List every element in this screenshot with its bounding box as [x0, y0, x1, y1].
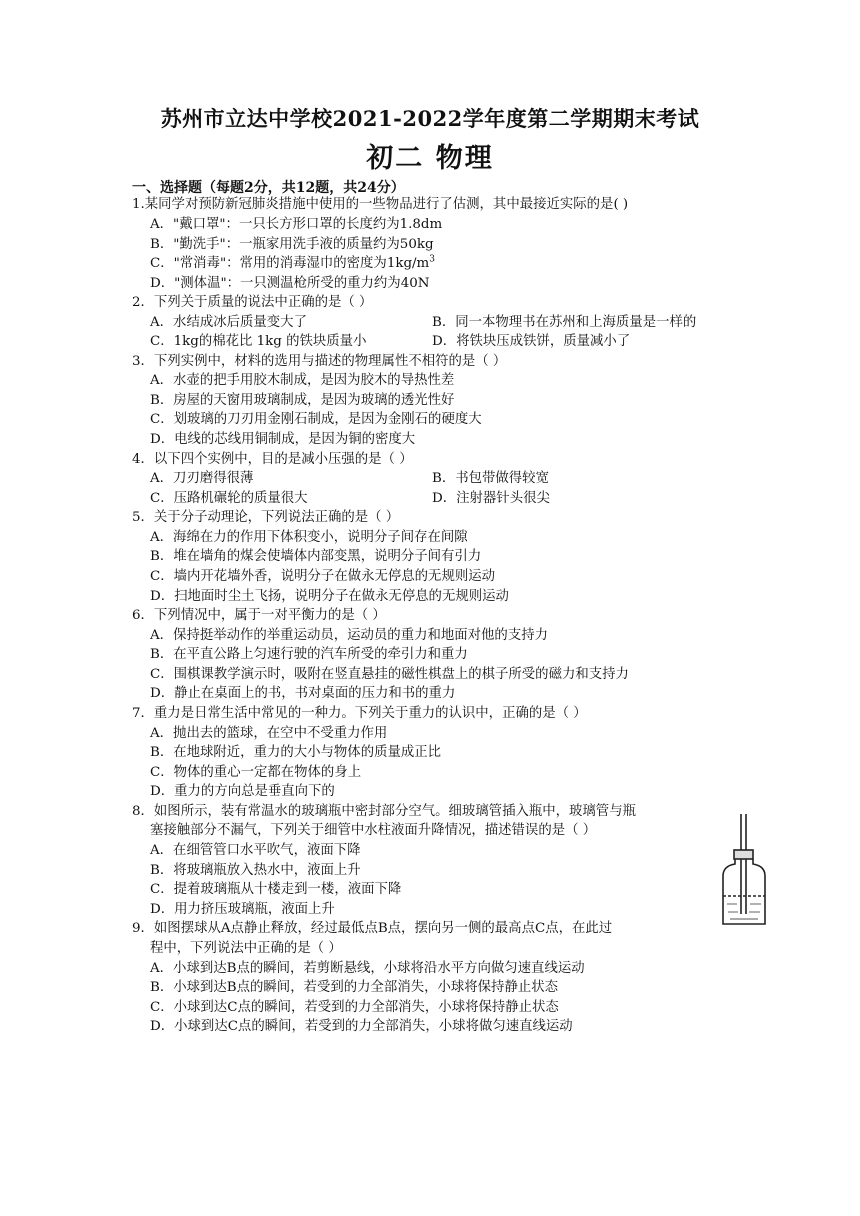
question-2-option-b: B．同一本物理书在苏州和上海质量是一样的 [432, 315, 697, 330]
exam-subject: 初二 物理 [366, 143, 494, 174]
question-5-option-d: D．扫地面时尘土飞扬，说明分子在做永无停息的无规则运动 [150, 589, 509, 604]
question-9-option-a: A．小球到达B点的瞬间，若剪断悬线，小球将沿水平方向做匀速直线运动 [150, 961, 585, 976]
question-8-option-b: B．将玻璃瓶放入热水中，液面上升 [150, 863, 361, 878]
question-7-option-d: D．重力的方向总是垂直向下的 [150, 784, 335, 799]
glass-bottle-with-tube-icon [718, 812, 770, 930]
question-3-option-b: B．房屋的天窗用玻璃制成，是因为玻璃的透光性好 [150, 393, 455, 408]
question-5-option-a: A．海绵在力的作用下体积变小，说明分子间存在间隙 [150, 530, 468, 545]
question-2-option-a: A．水结成冰后质量变大了 [150, 315, 307, 330]
question-8-option-c: C．提着玻璃瓶从十楼走到一楼，液面下降 [150, 882, 402, 897]
question-1-option-d: D．"测体温"：一只测温枪所受的重力约为40N [150, 276, 430, 291]
question-4-stem: 4．以下四个实例中，目的是减小压强的是（ ） [132, 452, 413, 467]
question-4-option-b: B．书包带做得较宽 [432, 471, 549, 486]
question-4-option-a: A．刀刃磨得很薄 [150, 471, 254, 486]
question-6-option-a: A．保持挺举动作的举重运动员，运动员的重力和地面对他的支持力 [150, 628, 548, 643]
question-8-stem-continued: 塞接触部分不漏气，下列关于细管中水柱液面升降情况，描述错误的是（ ） [150, 823, 597, 838]
question-2-option-c: C．1kg的棉花比 1kg 的铁块质量小 [150, 334, 367, 349]
exam-title: 苏州市立达中学校2021-2022学年度第二学期期末考试 [160, 106, 700, 131]
section-heading: 一、选择题（每题2分，共12题，共24分） [132, 180, 405, 196]
question-9-option-c: C．小球到达C点的瞬间，若受到的力全部消失，小球将保持静止状态 [150, 1000, 559, 1015]
question-1-stem: 1.某同学对预防新冠肺炎措施中使用的一些物品进行了估测，其中最接近实际的是( ) [132, 197, 629, 212]
question-5-option-b: B．堆在墙角的煤会使墙体内部变黑，说明分子间有引力 [150, 549, 482, 564]
question-3-option-d: D．电线的芯线用铜制成，是因为铜的密度大 [150, 432, 416, 447]
question-6-option-b: B．在平直公路上匀速行驶的汽车所受的牵引力和重力 [150, 647, 468, 662]
question-4-option-d: D．注射器针头很尖 [432, 491, 550, 506]
question-4-option-c: C．压路机碾轮的质量很大 [150, 491, 308, 506]
question-6-option-d: D．静止在桌面上的书，书对桌面的压力和书的重力 [150, 686, 456, 701]
question-9-option-b: B．小球到达B点的瞬间，若受到的力全部消失，小球将保持静止状态 [150, 980, 559, 995]
question-2-option-d: D．将铁块压成铁饼，质量减小了 [432, 334, 631, 349]
question-1-option-c-text: C．"常消毒"：常用的消毒湿巾的密度为1kg/m [150, 256, 430, 271]
question-3-option-a: A．水壶的把手用胶木制成，是因为胶木的导热性差 [150, 373, 455, 388]
question-3-stem: 3．下列实例中，材料的选用与描述的物理属性不相符的是（ ） [132, 354, 507, 369]
question-9-option-d: D．小球到达C点的瞬间，若受到的力全部消失，小球将做匀速直线运动 [150, 1019, 573, 1034]
question-1-option-b: B．"勤洗手"：一瓶家用洗手液的质量约为50kg [150, 237, 434, 252]
question-7-option-a: A．抛出去的篮球，在空中不受重力作用 [150, 726, 388, 741]
question-5-option-c: C．墙内开花墙外香，说明分子在做永无停息的无规则运动 [150, 569, 496, 584]
question-9-stem: 9．如图摆球从A点静止释放，经过最低点B点，摆向另一侧的最高点C点，在此过 [132, 921, 613, 936]
question-7-option-b: B．在地球附近，重力的大小与物体的质量成正比 [150, 745, 442, 760]
question-8-option-a: A．在细管管口水平吹气，液面下降 [150, 843, 361, 858]
question-8-option-d: D．用力挤压玻璃瓶，液面上升 [150, 902, 335, 917]
question-5-stem: 5．关于分子动理论，下列说法正确的是（ ） [132, 510, 400, 525]
question-6-stem: 6．下列情况中，属于一对平衡力的是（ ） [132, 608, 386, 623]
question-9-stem-continued: 程中，下列说法中正确的是（ ） [150, 941, 342, 956]
question-1-option-a: A．"戴口罩"：一只长方形口罩的长度约为1.8dm [150, 217, 443, 232]
question-6-option-c: C．围棋课教学演示时，吸附在竖直悬挂的磁性棋盘上的棋子所受的磁力和支持力 [150, 667, 629, 682]
question-7-stem: 7．重力是日常生活中常见的一种力。下列关于重力的认识中，正确的是（ ） [132, 706, 587, 721]
question-3-option-c: C．划玻璃的刀刃用金刚石制成，是因为金刚石的硬度大 [150, 412, 482, 427]
question-8-stem: 8．如图所示，装有常温水的玻璃瓶中密封部分空气。细玻璃管插入瓶中，玻璃管与瓶 [132, 804, 636, 819]
question-2-stem: 2．下列关于质量的说法中正确的是（ ） [132, 295, 373, 310]
question-1-option-c [150, 255, 435, 273]
question-7-option-c: C．物体的重心一定都在物体的身上 [150, 765, 362, 780]
question-1-option-c-sup: 3 [429, 254, 435, 265]
